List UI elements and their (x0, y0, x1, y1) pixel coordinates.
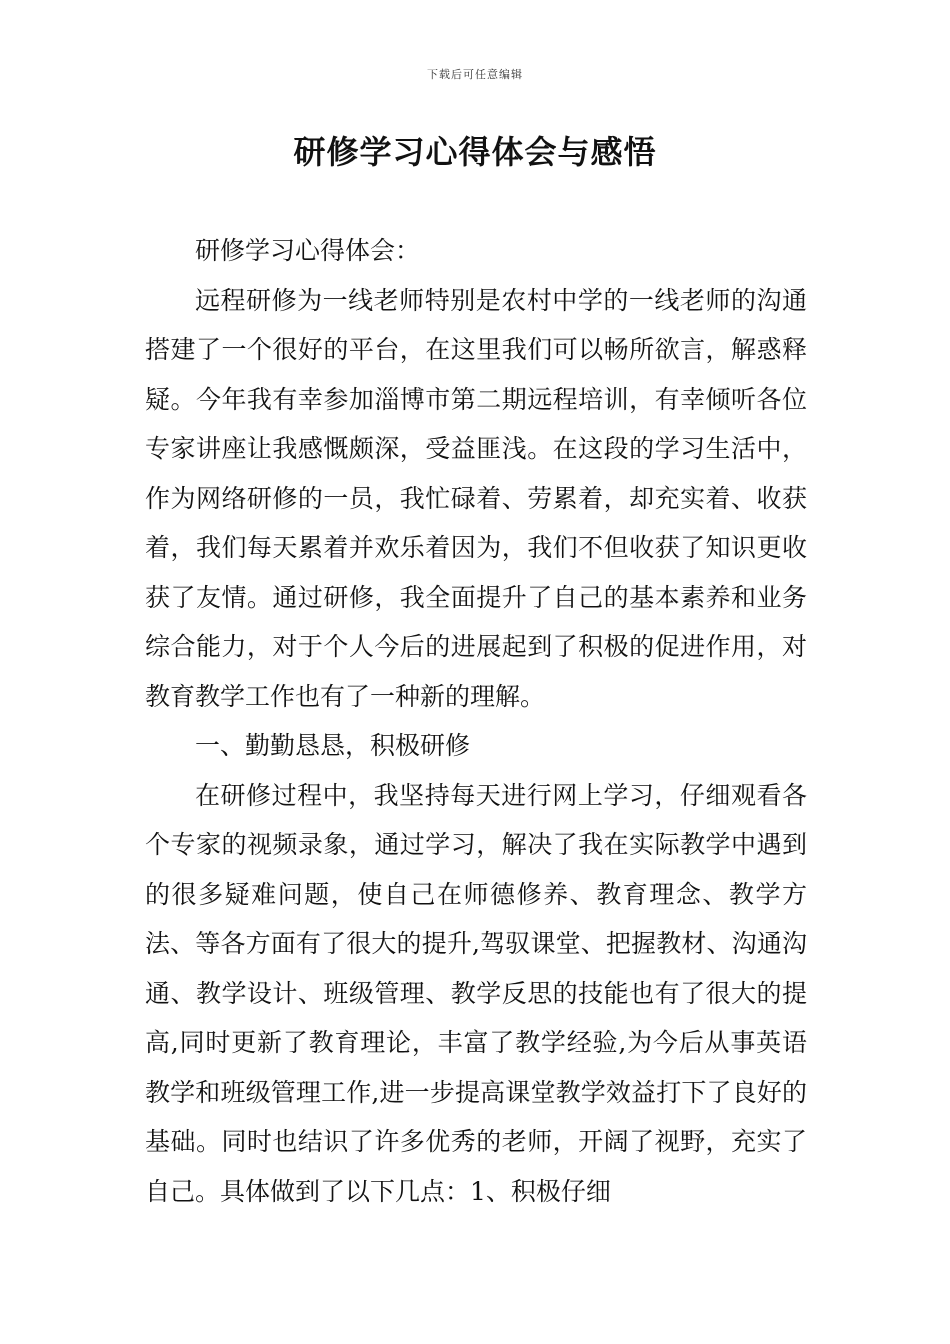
body-paragraph: 在研修过程中，我坚持每天进行网上学习，仔细观看各个专家的视频录象，通过学习，解决了我在实际教学中遇到的很多疑难问题，使自己在师德修养、教育理念、教学方法、等各方面有了很大的提升,驾驭课堂、把握教材、沟通沟通、教学设计、班级管理、教学反思的技能也有了很大的提高,同时更新了教育理论，丰富了教学经验,为今后从事英语教学和班级管理工作,进一步提高课堂教学效益打下了良好的基础。同时也结识了许多优秀的老师，开阔了视野，充实了自己。具体做到了以下几点：1、积极仔细 (145, 780, 807, 1206)
body-paragraph: 远程研修为一线老师特别是农村中学的一线老师的沟通搭建了一个很好的平台，在这里我们可以畅所欲言，解惑释疑。今年我有幸参加淄博市第二期远程培训，有幸倾听各位专家讲座让我感慨颇深，受益匪浅。在这段的学习生活中，作为网络研修的一员，我忙碌着、劳累着，却充实着、收获着，我们每天累着并欢乐着因为，我们不但收获了知识更收获了友情。通过研修，我全面提升了自己的基本素养和业务综合能力，对于个人今后的进展起到了积极的促进作用，对教育教学工作也有了一种新的理解。 (145, 285, 807, 711)
document-title: 研修学习心得体会与感悟 (293, 133, 657, 171)
section-heading-intro: 研修学习心得体会： (195, 236, 421, 265)
page-header-note: 下载后可任意编辑 (427, 68, 523, 81)
section-heading-diligent-study: 一、勤勤恳恳，积极研修 (195, 731, 471, 760)
document-body (145, 226, 807, 1216)
